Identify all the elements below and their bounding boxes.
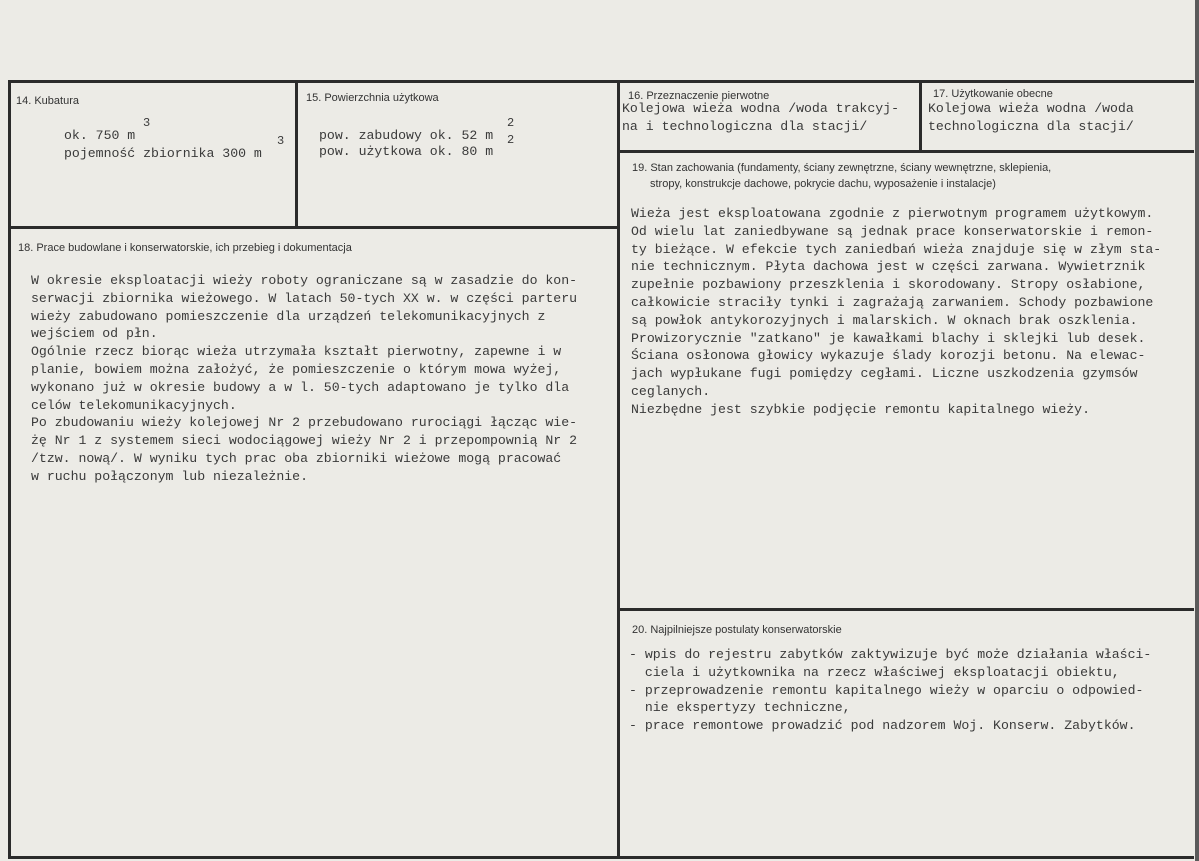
- top-divider-line: [8, 80, 1194, 83]
- right-upper-divider-line: [618, 150, 1194, 153]
- cell-14-15-divider: [295, 80, 298, 228]
- center-column-divider: [617, 80, 620, 859]
- section-18-label: 18. Prace budowlane i konserwatorskie, ich przebieg i dokumentacja: [18, 242, 352, 254]
- left-mid-divider-line: [8, 226, 618, 229]
- cubature-line-2: pojemność zbiornika 300 m: [64, 146, 262, 161]
- right-lower-divider-line: [618, 608, 1194, 611]
- cubature-sup-1: 3: [143, 116, 151, 130]
- condition-text: Wieża jest eksploatowana zgodnie z pierwotnym programem użytkowym. Od wielu lat zaniedbywane są jednak prace konserwatorskie i remon- ty bieżące. W efekcie tych zaniedbań wieża znajduje się w złym sta- nie technicznym. Płyta dachowa jest w części zarwana. Wywietrznik zupełnie pozbawiony przeszklenia i skorodowany. Stropy osłabione, całkowicie straciły tynki i zagrażają zarwaniem. Schody pozbawione są powłok antykorozyjnych i malarskich. W oknach brak oszklenia. Prowizorycznie "zatkano" je kawałkami blachy i sklejki lub desek. Ściana osłonowa głowicy wykazuje ślady korozji betonu. Na elewac- jach wypłukane fugi pomiędzy cegłami. Liczne uszkodzenia gzymsów ceglanych. Niezbędne jest szybkie podjęcie remontu kapitalnego wieży.: [631, 206, 1162, 417]
- cubature-sup-2: 3: [277, 134, 285, 148]
- area-sup-2: 2: [507, 133, 515, 147]
- area-line-1: pow. zabudowy ok. 52 m: [319, 128, 494, 143]
- conservation-postulates-text: - wpis do rejestru zabytków zaktywizuje być może działania właści- ciela i użytkownika na rzecz właściwej eksploatacji obiektu, - przeprowadzenie remontu kapitalnego wieży w oparciu o odpowied- nie ekspertyzy techniczne, - prace remontowe prowadzić pod nadzorem Woj. Konserw. Zabytków.: [629, 647, 1152, 734]
- section-19-label-line-1: 19. Stan zachowania (fundamenty, ściany zewnętrzne, ściany wewnętrzne, sklepienia,: [632, 162, 1052, 174]
- card-right-edge: [1195, 0, 1199, 861]
- cubature-line-1: ok. 750 m: [64, 128, 136, 143]
- section-17-label: 17. Użytkowanie obecne: [933, 88, 1053, 100]
- current-use-text: Kolejowa wieża wodna /woda technologiczna dla stacji/: [928, 101, 1134, 134]
- area-sup-1: 2: [507, 116, 515, 130]
- outer-left-border: [8, 80, 11, 859]
- section-15-label: 15. Powierzchnia użytkowa: [306, 92, 439, 104]
- section-20-label: 20. Najpilniejsze postulaty konserwatorskie: [632, 624, 842, 636]
- original-purpose-text: Kolejowa wieża wodna /woda trakcyj- na i technologiczna dla stacji/: [622, 101, 899, 134]
- section-19-label-line-2: stropy, konstrukcje dachowe, pokrycie dachu, wyposażenie i instalacje): [650, 178, 996, 190]
- area-line-2: pow. użytkowa ok. 80 m: [319, 144, 494, 159]
- bottom-line: [8, 856, 1194, 859]
- construction-works-text: W okresie eksploatacji wieży roboty ograniczane są w zasadzie do kon- serwacji zbiornika wieżowego. W latach 50-tych XX w. w części parteru wieży zabudowano pomieszczenie dla urządzeń telekomunikacyjnych z wejściem od płn. Ogólnie rzecz biorąc wieża utrzymała kształt pierwotny, zapewne i w planie, bowiem można założyć, że pomieszczenie o którym mowa wyżej, wykonano już w okresie budowy a w l. 50-tych adaptowano je tylko dla celów telekomunikacyjnych. Po zbudowaniu wieży kolejowej Nr 2 przebudowano rurociągi łącząc wie- żę Nr 1 z systemem sieci wodociągowej wieży Nr 2 i przepompownią Nr 2 /tzw. nową/. W wyniku tych prac oba zbiorniki wieżowe mogą pracować w ruchu połączonym lub niezależnie.: [31, 273, 578, 484]
- section-14-label: 14. Kubatura: [16, 95, 79, 107]
- section-16-label: 16. Przeznaczenie pierwotne: [628, 90, 770, 102]
- cell-16-17-divider: [919, 80, 922, 152]
